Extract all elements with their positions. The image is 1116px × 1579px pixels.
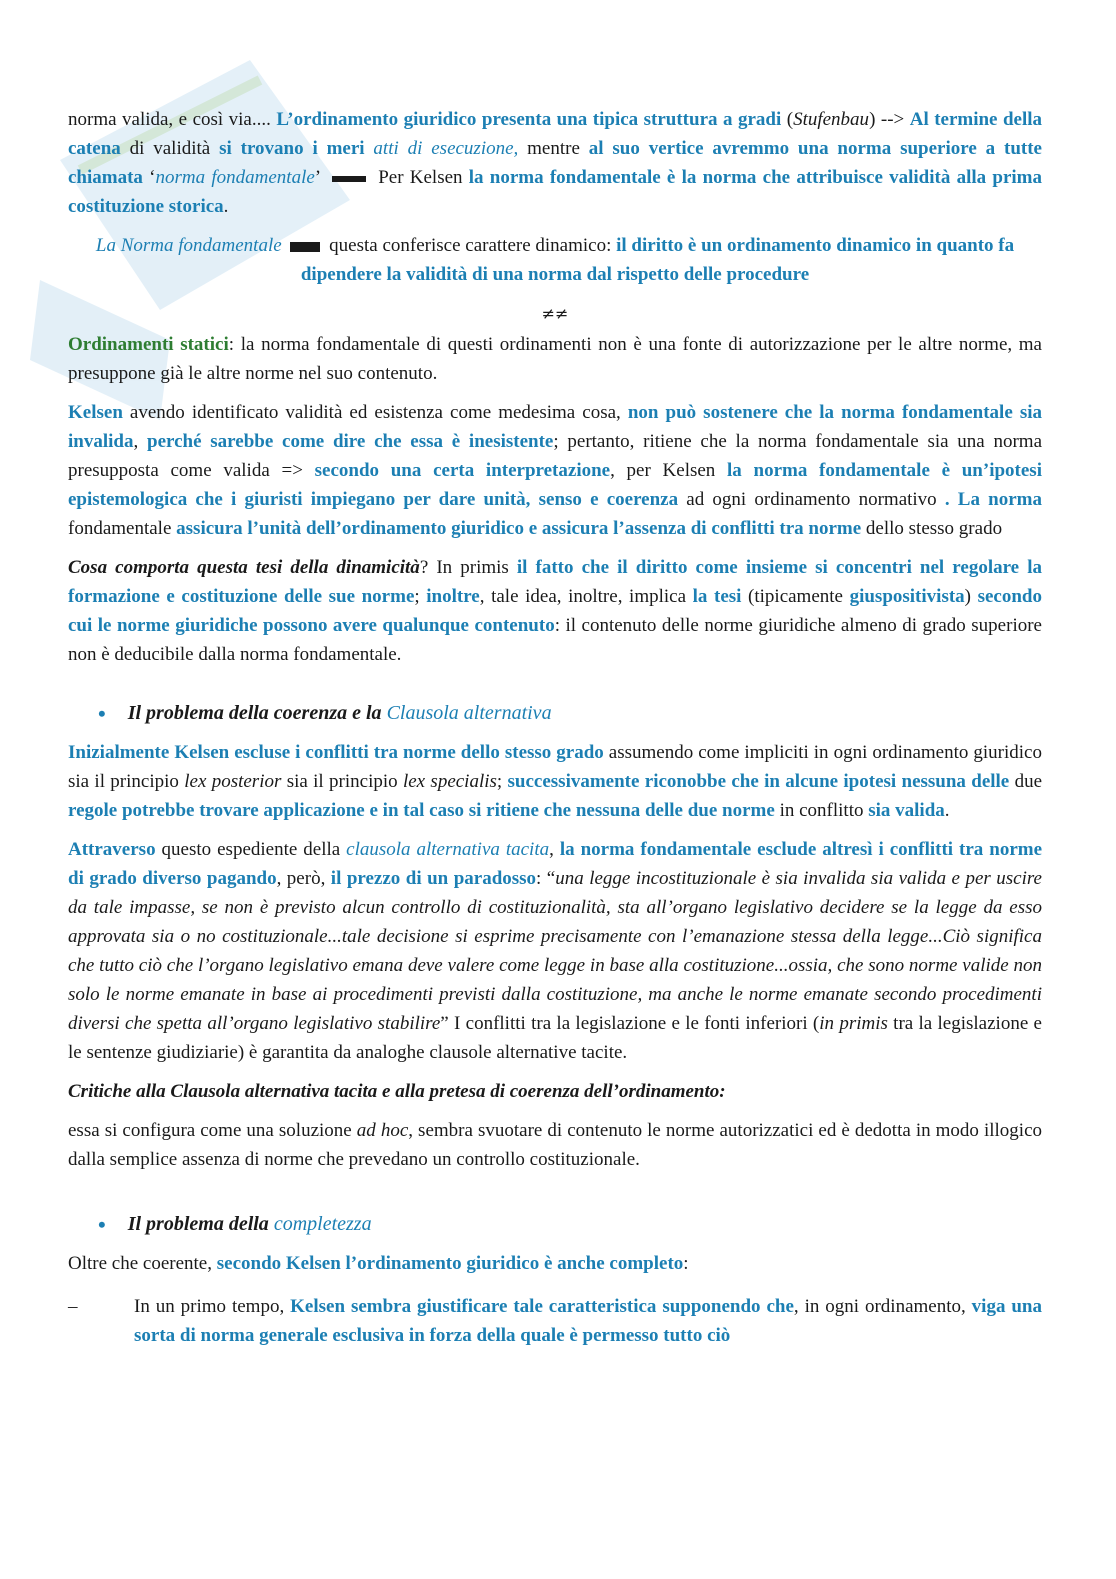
text-highlight: il prezzo di un paradosso — [330, 868, 537, 889]
text: , però, — [276, 868, 331, 889]
text-highlight: . La norma — [944, 489, 1042, 510]
heading-text: Il problema della — [127, 1213, 274, 1235]
text: essa si configura come una soluzione — [68, 1120, 357, 1141]
text-highlight: viga una sorta di norma generale esclusiva in forza della quale è permesso tutto ciò — [134, 1296, 1043, 1346]
text-highlight: successivamente riconobbe che in alcune ipotesi nessuna delle — [507, 771, 1010, 792]
paragraph-dinamicita — [68, 553, 1042, 669]
paragraph-critiche-heading — [68, 1077, 1042, 1106]
text: due — [1009, 771, 1043, 792]
text: sia il principio — [281, 771, 403, 792]
section-heading-coerenza — [68, 699, 1042, 728]
text-highlight: inoltre — [426, 586, 480, 607]
equals-icon — [290, 242, 320, 252]
text: ; pertanto, ritiene che la norma fondamentale sia una norma presupposta come valida => — [68, 431, 1043, 481]
paragraph-completezza — [68, 1249, 1042, 1278]
text: avendo identificato validità ed esistenza come medesima cosa, — [122, 402, 628, 423]
text-highlight: la norma fondamentale esclude altresì i conflitti tra norme di grado diverso pagando — [68, 839, 1043, 889]
paragraph-conflitti — [68, 738, 1042, 825]
text-highlight: la tesi — [692, 586, 742, 607]
text: Oltre che coerente, — [68, 1253, 217, 1274]
paragraph-critiche — [68, 1116, 1042, 1174]
text-highlight: non può sostenere che la norma fondamentale sia invalida — [68, 402, 1042, 452]
text: , — [549, 839, 560, 860]
text: . — [944, 800, 950, 821]
text: . — [223, 196, 229, 217]
text: , in ogni ordinamento, — [793, 1296, 972, 1317]
text: Per Kelsen — [371, 167, 469, 188]
text-italic: in primis — [819, 1013, 888, 1034]
text: , per Kelsen — [610, 460, 728, 481]
text-italic: lex specialis — [402, 771, 497, 792]
text-highlight: al suo vertice avremmo una norma superiore a tutte chiamata — [68, 138, 1042, 188]
text: : il contenuto delle norme giuridiche almeno di grado superiore non è deducibile dalla norma fondamentale. — [68, 615, 1042, 665]
paragraph-norma-fondamentale — [68, 231, 1042, 289]
text-highlight-italic: atti di esecuzione, — [373, 138, 519, 159]
text-italic: ad hoc — [356, 1120, 409, 1141]
text: : “ — [536, 868, 556, 889]
not-equal-symbol: ≠≠ — [541, 304, 569, 323]
heading-highlight: completezza — [273, 1213, 372, 1235]
text: questo espediente della — [155, 839, 347, 860]
text: : — [683, 1253, 689, 1274]
text: fondamentale — [68, 518, 177, 539]
text-highlight: Kelsen — [68, 402, 123, 423]
text-highlight: giuspositivista — [849, 586, 965, 607]
text: In un primo tempo, — [134, 1296, 291, 1317]
paragraph-kelsen-validita — [68, 398, 1042, 543]
text: ( — [781, 109, 794, 130]
text-highlight-italic: clausola alternativa tacita — [346, 839, 550, 860]
text: in conflitto — [774, 800, 869, 821]
heading-highlight: Clausola alternativa — [386, 702, 552, 724]
text-highlight: secondo una certa interpretazione — [314, 460, 611, 481]
paragraph-ordinamenti-statici — [68, 330, 1042, 388]
text-bold-italic: Cosa comporta questa tesi della dinamicità — [68, 557, 420, 578]
paragraph-stufenbau — [68, 105, 1042, 221]
text: ‘ — [142, 167, 156, 188]
text-highlight: Kelsen sembra giustificare tale caratteristica supponendo che — [290, 1296, 794, 1317]
text: ” I conflitti tra la legislazione e le fonti inferiori ( — [440, 1013, 820, 1034]
text: dello stesso grado — [861, 518, 1003, 539]
text: assumendo come impliciti in ogni ordinamento giuridico sia il principio — [68, 742, 1042, 792]
text-highlight: secondo cui le norme giuridiche possono avere qualunque contenuto — [68, 586, 1042, 636]
dash-bullet: – — [68, 1296, 78, 1317]
text: , sembra svuotare di contenuto le norme autorizzatici ed è dedotta in modo illogico dalla semplice assenza di norme che prevedano un controllo costituzionale. — [68, 1120, 1043, 1170]
text: tra la legislazione e le sentenze giudiziarie) è garantita da analoghe clausole alternative tacite. — [68, 1013, 1042, 1063]
text-highlight: regole potrebbe trovare applicazione e in tal caso si ritiene che nessuna delle due norme — [68, 800, 775, 821]
text: (tipicamente — [741, 586, 850, 607]
text-highlight: il fatto che il diritto come insieme si concentri nel regolare la formazione e costituzione delle sue norme — [68, 557, 1042, 607]
text: questa conferisce carattere dinamico: — [324, 235, 617, 256]
text: ; — [496, 771, 508, 792]
text-bold-italic: Critiche alla Clausola alternativa tacita e alla pretesa di coerenza dell’ordinamento: — [68, 1081, 726, 1102]
paragraph-clausola-tacita — [68, 835, 1042, 1067]
text-highlight: assicura l’unità dell’ordinamento giuridico e assicura l’assenza di conflitti tra norme — [176, 518, 862, 539]
text: ) --> — [869, 109, 910, 130]
text-highlight: L’ordinamento giuridico presenta una tipica struttura a gradi — [276, 109, 782, 130]
text-quote: una legge incostituzionale è sia invalida sia valida e per uscire da tale impasse, se non è previsto alcun controllo di costituzionalità, sta all’organo legislativo decidere se la legge da esso approvata sia o no costituzionale...tale decisione si esprime precisamente con l’emanazione stessa della legge...Ciò significa che tutto ciò che l’organo legislativo emana deve valere come legge in base alla costituzione...ossia, che sono norme valide non solo le norme emanate in base ai procedimenti previsti dalla costituzione, ma anche le norme emanate secondo procedimenti diversi che spetta all’organo legislativo stabilire — [68, 868, 1042, 1034]
list-item — [68, 1292, 1042, 1350]
text: , — [133, 431, 147, 452]
heading-text: Il problema della coerenza e la — [127, 702, 387, 724]
text: : la norma fondamentale di questi ordinamenti non è una fonte di autorizzazione per le altre norme, ma presuppone già le altre norme nel suo contenuto. — [68, 334, 1042, 384]
text-highlight: il diritto è un ordinamento dinamico in quanto fa dipendere la validità di una norma dal rispetto delle procedure — [300, 235, 1015, 285]
text: norma valida, e così via.... — [68, 109, 277, 130]
text: ’ — [314, 167, 326, 188]
bullet-icon: • — [98, 701, 106, 726]
text: di validità — [120, 138, 220, 159]
text: ) — [964, 586, 978, 607]
arrow-icon — [332, 176, 366, 182]
text-highlight: sia valida — [868, 800, 945, 821]
text-highlight-italic: La Norma fondamentale — [95, 235, 282, 256]
text: , tale idea, inoltre, implica — [479, 586, 693, 607]
bullet-icon: • — [98, 1212, 106, 1237]
text: ? In primis — [419, 557, 517, 578]
text-highlight: la norma fondamentale è la norma che attribuisce validità alla prima costituzione storica — [68, 167, 1042, 217]
text-highlight: Inizialmente Kelsen escluse i conflitti tra norme dello stesso grado — [68, 742, 604, 763]
text-highlight: Attraverso — [68, 839, 156, 860]
text: mentre — [518, 138, 589, 159]
text-highlight-green: Ordinamenti statici — [68, 334, 229, 355]
text-highlight: si trovano i meri — [219, 138, 365, 159]
section-heading-completezza — [68, 1210, 1042, 1239]
document-page — [68, 105, 1042, 1350]
text-italic: lex posterior — [184, 771, 282, 792]
text-highlight-italic: norma fondamentale — [155, 167, 315, 188]
text-highlight: la norma fondamentale è un’ipotesi epistemologica che i giuristi impiegano per dare unità, senso e coerenza — [68, 460, 1042, 510]
text-highlight: secondo Kelsen l’ordinamento giuridico è anche completo — [216, 1253, 684, 1274]
text: ad ogni ordinamento normativo — [678, 489, 945, 510]
text-highlight: perché sarebbe come dire che essa è inesistente — [147, 431, 554, 452]
text-highlight: Al termine della catena — [68, 109, 1043, 159]
text: ; — [414, 586, 427, 607]
text-italic: Stufenbau — [793, 109, 870, 130]
